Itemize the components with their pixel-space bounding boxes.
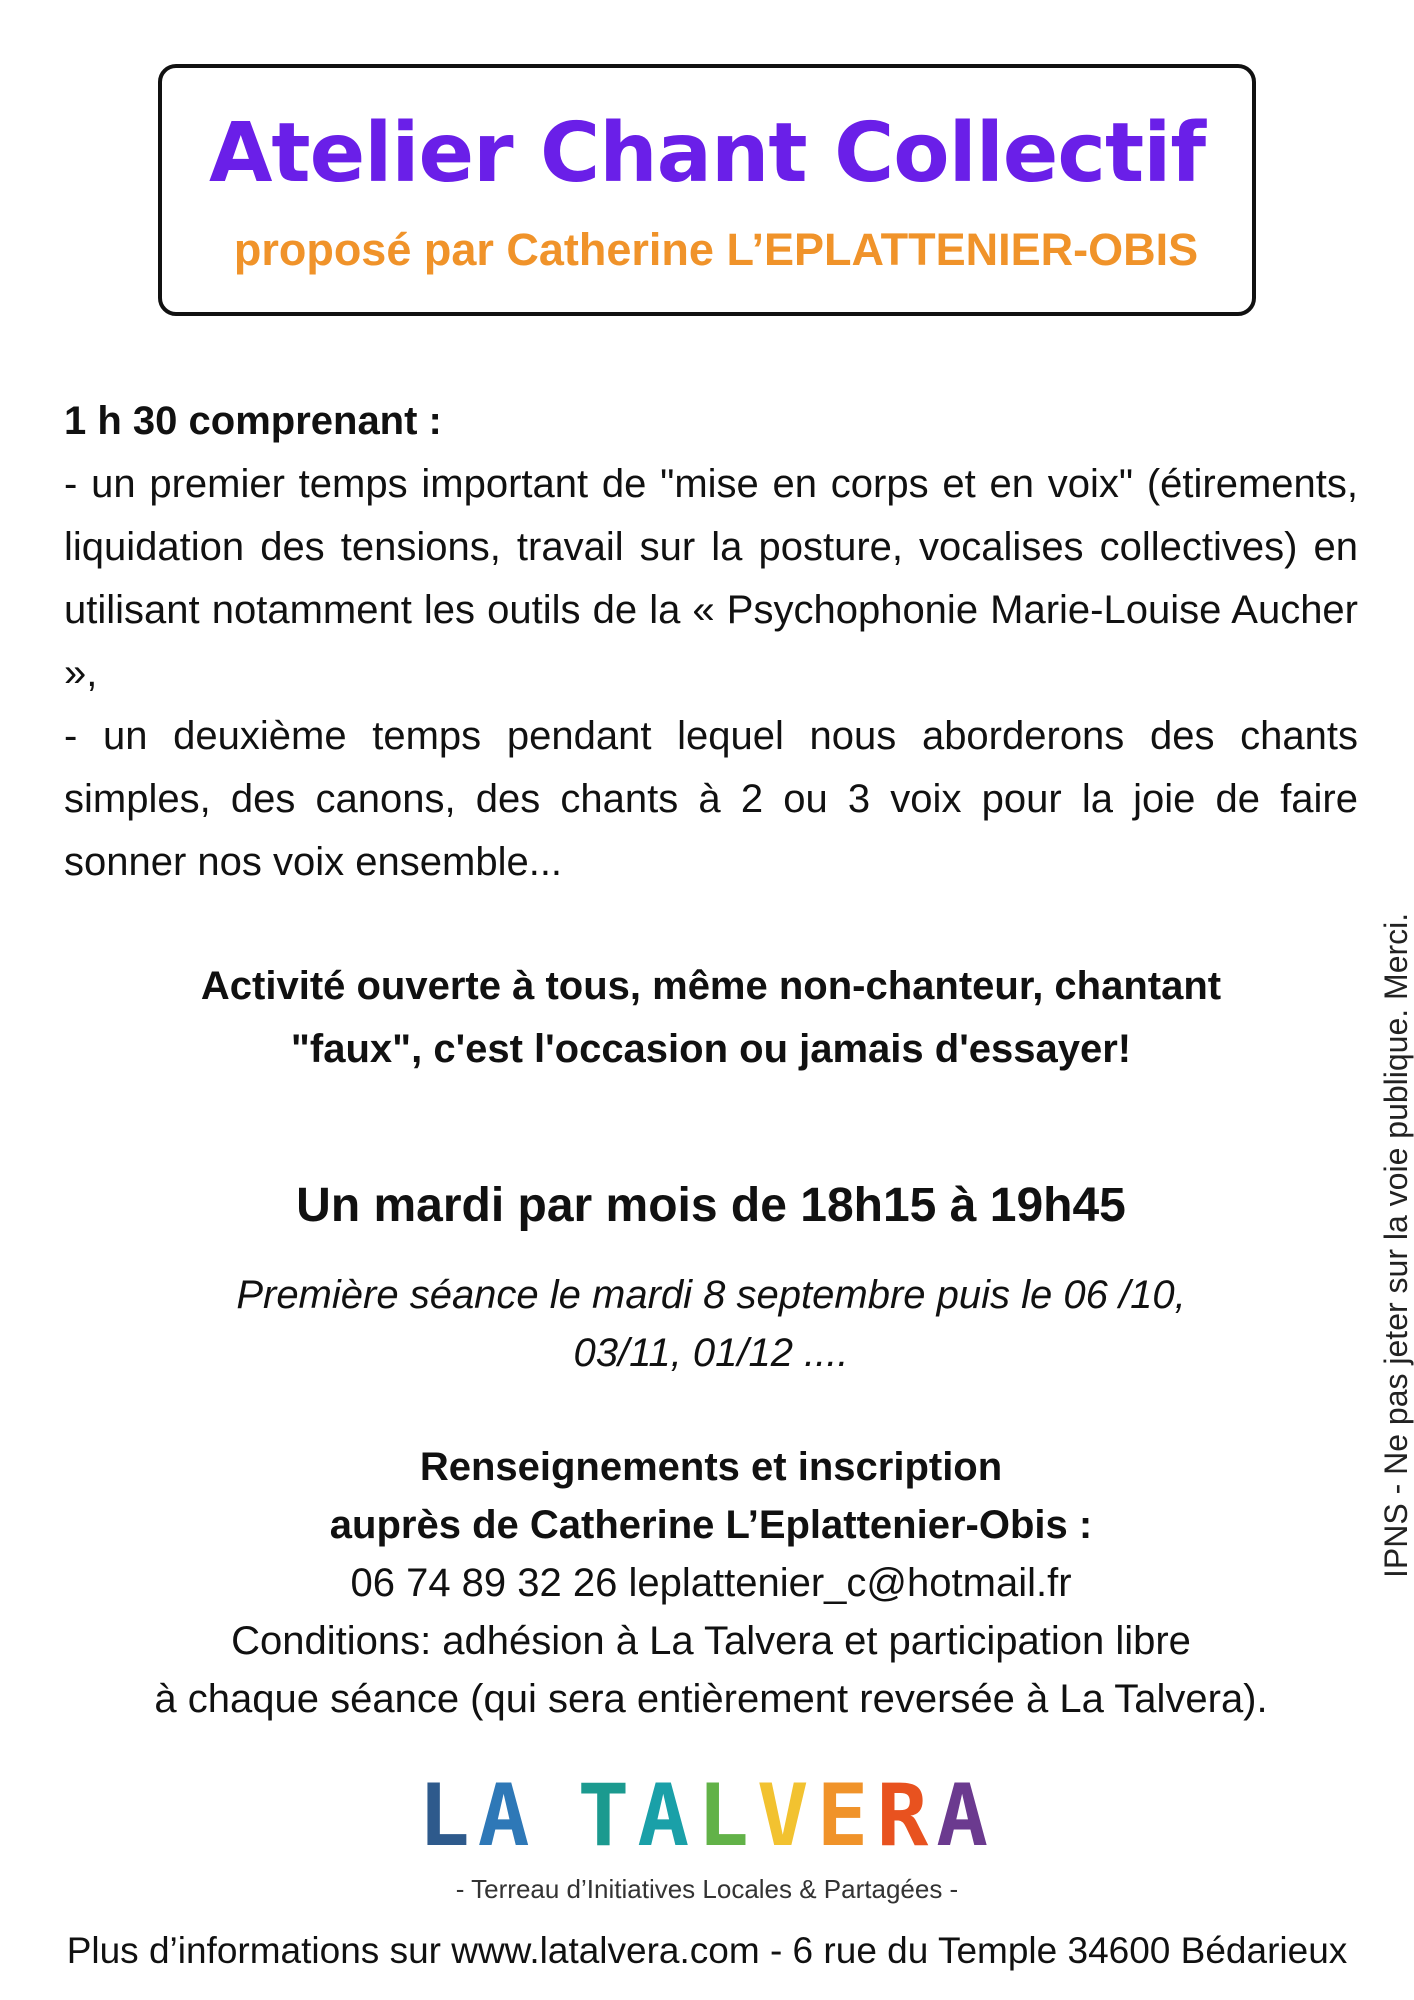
activity-note bbox=[64, 955, 1358, 1081]
logo-letter: V bbox=[756, 1766, 817, 1866]
intro-section bbox=[64, 390, 1358, 894]
logo-letter: A bbox=[477, 1766, 538, 1866]
logo-letter: A bbox=[936, 1766, 997, 1866]
activity-line-1: Activité ouverte à tous, même non-chanteur, chantant bbox=[200, 964, 1222, 1008]
conditions-line-1: Conditions: adhésion à La Talvera et participation libre bbox=[231, 1619, 1191, 1663]
logo-letter: E bbox=[816, 1766, 877, 1866]
title-box bbox=[158, 64, 1256, 316]
contact-details: 06 74 89 32 26 leplattenier_c@hotmail.fr bbox=[350, 1561, 1072, 1605]
logo-letter: A bbox=[637, 1766, 698, 1866]
schedule-title: Un mardi par mois de 18h15 à 19h45 bbox=[296, 1179, 1126, 1232]
activity-line-2: "faux", c'est l'occasion ou jamais d'essayer! bbox=[290, 1027, 1132, 1071]
la-talvera-logo bbox=[0, 1768, 1414, 1864]
ipns-side-note: IPNS - Ne pas jeter sur la voie publique. Merci. bbox=[1378, 912, 1414, 1578]
contact-heading-2: auprès de Catherine L’Eplattenier-Obis : bbox=[329, 1503, 1093, 1547]
intro-heading: 1 h 30 comprenant : bbox=[64, 399, 442, 443]
logo-letter: T bbox=[577, 1766, 638, 1866]
page-subtitle: proposé par Catherine L’EPLATTENIER-OBIS bbox=[233, 224, 1199, 275]
logo-letter: R bbox=[876, 1766, 937, 1866]
footer-info: Plus d’informations sur www.latalvera.com - 6 rue du Temple 34600 Bédarieux bbox=[66, 1930, 1348, 1971]
schedule-dates-line-1: Première séance le mardi 8 septembre puis le 06 /10, bbox=[236, 1273, 1186, 1317]
intro-item-2: - un deuxième temps pendant lequel nous aborderons des chants simples, des canons, des chants à 2 ou 3 voix pour la joie de faire sonner nos voix ensemble... bbox=[64, 714, 1358, 884]
logo-letter: L bbox=[697, 1766, 757, 1866]
contact-section bbox=[64, 1438, 1358, 1728]
page-title: Atelier Chant Collectif bbox=[208, 106, 1206, 201]
schedule-dates bbox=[64, 1266, 1358, 1382]
contact-heading-1: Renseignements et inscription bbox=[419, 1445, 1003, 1489]
intro-item-1: - un premier temps important de "mise en corps et en voix" (étirements, liquidation des tensions, travail sur la posture, vocalises collectives) en utilisant notamment les outils de la « Psychophonie Marie-Louise Aucher », bbox=[64, 462, 1358, 695]
schedule-dates-line-2: 03/11, 01/12 .... bbox=[573, 1331, 849, 1375]
logo-letter: L bbox=[417, 1766, 478, 1866]
conditions-line-2: à chaque séance (qui sera entièrement reversée à La Talvera). bbox=[154, 1677, 1268, 1721]
logo-tagline: - Terreau d’Initiatives Locales & Partagées - bbox=[455, 1874, 959, 1904]
